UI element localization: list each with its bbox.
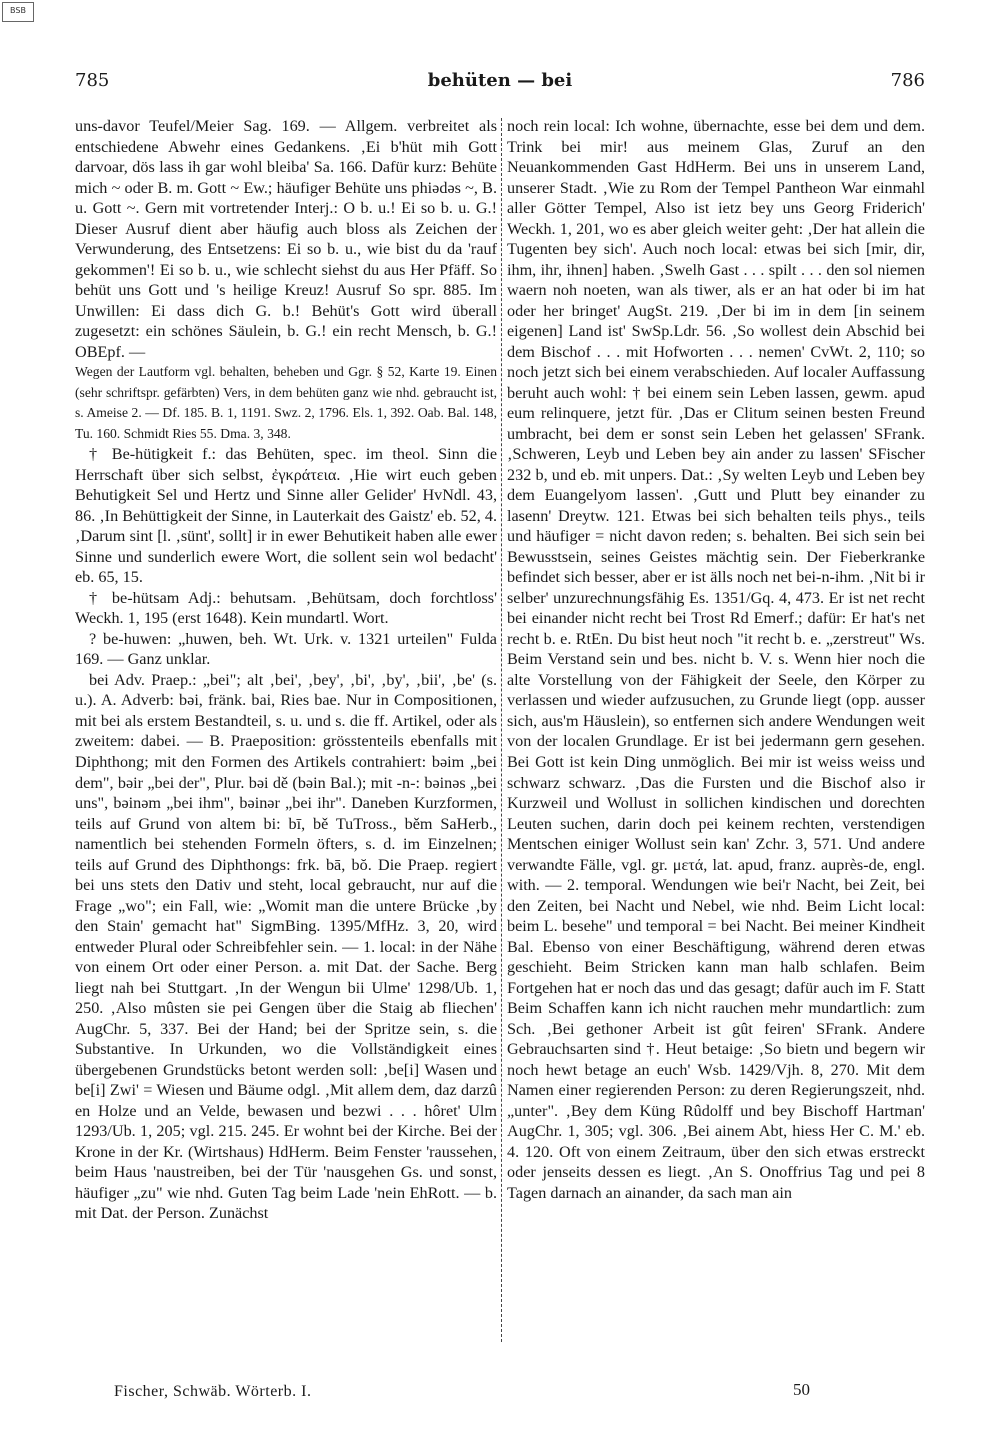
page-number-right: 786 <box>890 70 925 91</box>
library-stamp: BSB <box>2 2 34 22</box>
signature-mark: 50 <box>793 1380 810 1399</box>
entry-bei: bei Adv. Praep.: „bei"; alt ‚bei', ‚bey', ‚bi', ‚by', ‚bii', ‚be' (s. u.). A. Adverb: bəi, fränk. bai, Ries bae. Nur in Compositionen, mit bei als erstem Bestandteil, s. u. und s. die ff. Artikel, oder als zweitem: dabei. — B. Praeposition: grösstenteils ebenfalls mit Diphthong; mit den Formen des Artikels contrahiert: bəim „bei dem", bəir „bei der", Plur. bəi dě (bəin Bal.); mit -n-: bəinəs „bei uns", bəinəm „bei ihm", bəinər „bei ihr". Daneben Kurzformen, teils auf Grund von altem bi: bī, bě TuTross., běm SaHerb., namentlich bei stehenden Formeln öfters, s. d. im Einzelnen; teils auf Grund des Diphthongs: frk. bā, bŏ. Die Praep. regiert bei uns stets den Dativ und steht, local gebraucht, nur auf die Frage „wo"; ein Fall, wie: „Womit man die untere Brücke ‚by den Stain' gemacht hat" SigmBing. 1395/MfHz. 3, 20, wird entweder Plural oder Schreibfehler sein. — 1. local: in der Nähe von einem Ort oder einer Person. a. mit Dat. der Sache. Berg liegt nah bei Stuttgart. ‚In der Wengun bii Ulme' 1298/Ub. 1, 250. ‚Also mûsten sie pei Gengen über die Staig ab fliechen' AugChr. 5, 337. Bei der Hand; bei der Spritze sein, s. die Substantive. In Urkunden, wo die Vollständigkeit eines übergebenen Grundstücks betont werden soll: ‚be[i] Wasen und be[i] Zwi' = Wiesen und Bäume odgl. ‚Mit allem dem, daz darzû en Holze und an Velde, bewasen und bezwi . . . hôret' Ulm 1293/Ub. 1, 205; vgl. 215. 245. Er wohnt bei der Kirche. Bei der Krone in der Kr. (Wirtshaus) HdHerm. Beim Fenster 'raussehen, beim Haus 'naustreiben, bei der Tür 'nausgehen Gs. und sonst, häufiger „zu" wie nhd. Guten Tag beim Lade 'nein EhRott. — b. mit Dat. der Person. Zunächst <box>75 670 497 1223</box>
entry-behuetsam: † be-hütsam Adj.: behutsam. ‚Behütsam, doch forchtloss' Weckh. 1, 195 (erst 1648). Kein mundartl. Wort. <box>75 588 497 628</box>
page-number-left: 785 <box>75 70 110 91</box>
left-column <box>75 116 497 1348</box>
entry-bei-continued: noch rein local: Ich wohne, übernachte, esse bei dem und dem. Trink bei mir! aus meinem Glas, Zuruf an den Neuankommenden Gast HdHerm. Bei uns in unserem Land, unserer Stadt. ‚Wie zu Rom der Tempel Pantheon War einmahl aller Götter Tempel, Also ist ietz bey uns Georg Friderich' Weckh. 1, 201, wo es aber gleich weiter geht: ‚Der hat allein die Tugenten bey sich'. Auch noch local: etwas bei sich [mir, dir, ihm, ihr, ihnen] haben. ‚Swelh Gast . . . spilt . . . den sol niemen waern noh noeten, wan als tiwer, als er an hat oder bi im hat oder her bringet' AugSt. 219. ‚Der bi im in dem [in seinem eigenen] Land ist' SwSp.Ldr. 56. ‚So wollest dein Abschid bei dem Bischof . . . mit Hofworten . . . nemen' CvWt. 2, 110; so noch jetzt sich bei einem verabschieden. Auf localer Auffassung beruht auch wohl: † bei einem sein Leben lassen, gewm. apud eum relinquere, jetzt für. ‚Das er Clitum seinen besten Freund umbracht, bei dem er sonst sein Leben het gelassen' SFrank. ‚Schweren, Leyb und Leben bey ain ander zu lassen' SFischer 232 b, und eb. mit unpers. Dat.: ‚Sy welten Leyb und Leben bey dem Euangelyom lassen'. ‚Gutt und Plutt bey einander zu lasenn' Dreytw. 121. Etwas bei sich behalten teils phys., teils und häufiger = nicht davon reden; s. behalten. Bei sich sein bei Bewusstsein, seines Geistes mächtig sein. Der Fieberkranke befindet sich besser, aber er ist älls noch net bei-n-ihm. ‚Nit bi ir selber' unzurechnungsfähig Es. 1351/Gq. 4, 473. Er ist net recht bei einander nicht recht bei Trost Rd Emerf.; dafür: Er hat's net recht b. e. RtEn. Du bist heut noch "it recht b. e. „zerstreut" Ws. Beim Verstand sein und bes. nicht b. V. s. Wenn hier noch die alte Vorstellung von der Fähigkeit der Seele, den Körper zu verlassen und wieder aufzusuchen, zu Grunde liegt (opp. ausser sich, aus'm Häuslein), so entfernen sich andere Wendungen weit von der localen Grundlage. Er ist bei jedermann gern gesehen. Bei Gott ist kein Ding unmöglich. Bei mir ist weiss weiss und schwarz schwarz. ‚Das die Fursten und die Bischof also ir Kurzweil und Wollust in sollichen kindischen und dorechten Leuten suchen, darin doch pei keinem rechten, verstendigen Mentschen einiger Wollust sein kan' Zchr. 3, 571. Und andere verwandte Fälle, vgl. gr. μετά, lat. apud, franz. auprès-de, engl. with. — 2. temporal. Wendungen wie bei'r Nacht, bei Zeit, bei den Zeiten, bei Nacht und Nebel, wie nhd. Beim Licht local: beim L. besehe" und temporal = bei Nacht. Bei meiner Kindheit Bal. Ebenso von einer Beschäftigung, während deren etwas geschieht. Beim Stricken kann man halb schlafen. Beim Fortgehen hat er noch das und das gesagt; dafür auch im F. Statt Beim Schaffen kann ich nicht rauchen mehr mundartlich: zum Sch. ‚Bei gethoner Arbeit ist gût feiren' SFrank. Andere Gebrauchsarten sind †. Heut betaige: ‚So bietn und begern wir noch hewt betage an euch' Wsb. 1429/Vjh. 8, 270. Mit dem Namen einer regierenden Person: zu deren Regierungszeit, nhd. „unter". ‚Bey dem Küng Rûdolff und bey Bischoff Hartman' AugChr. 1, 305; vgl. 306. ‚Bei ainem Abt, hiess Her C. M.' eb. 4. 120. Oft von einem Zeitraum, über den sich etwas erstreckt oder jenseits dessen es liegt. ‚An S. Onoffrius Tag und pei 8 Tagen darnach an ainander, da sach man ain <box>507 117 925 1202</box>
footer-source: Fischer, Schwäb. Wörterb. I. <box>114 1383 312 1400</box>
page-title: behüten — bei <box>427 70 573 91</box>
entry-behuetigkeit: † Be-hütigkeit f.: das Behüten, spec. im theol. Sinn die Herrschaft über sich selbst, ἐγκράτεια. ‚Hie wirt euch geben Behutigkeit Sel und Hertz und Sinne aller Gelider' HvNdl. 43, 86. ‚In Behüttigkeit der Sinne, in Lauterkait des Gaistz' eb. 52, 4. ‚Darum sint [l. ‚sünt', sollt] ir in ewer Behutikeit haben alle ewer Sinne und sunderlich ewere Wort, die sollent sein wol bedacht' eb. 65, 15. <box>75 445 497 587</box>
column-divider <box>501 118 502 1342</box>
reference-note: Wegen der Lautform vgl. behalten, beheben und Ggr. § 52, Karte 19. Einen (sehr schriftspr. gefärbten) Vers, in dem behüten ganz wie nhd. gebraucht ist, s. Ameise 2. — Df. 185. B. 1, 1191. Swz. 2, 1796. Els. 1, 392. Oab. Bal. 148, Tu. 160. Schmidt Ries 55. Dma. 3, 348. <box>75 364 497 441</box>
right-column <box>507 116 925 1348</box>
entry-behuwen: ? be-huwen: „huwen, beh. Wt. Urk. v. 1321 urteilen" Fulda 169. — Ganz unklar. <box>75 629 497 669</box>
entry-paragraph: uns-davor Teufel/Meier Sag. 169. — Allgem. verbreitet als entschiedene Abwehr eines Gedankens. ‚Ei b'hüt mih Gott darvoar, dös lass ih gar wohl bleiba' Sa. 166. Dafür kurz: Behüte mich ~ oder B. m. Gott ~ Ew.; häufiger Behüte uns phiədəs ~, B. u. Gott ~. Gern mit vortretender Interj.: O b. u.! Ei so b. u. G.! Dieser Ausruf dient aber häufig auch bloss als Zeichen der Verwunderung, des Entsetzens: Ei so b. u., wie bist du da 'rauf gekommen'! Ei so b. u., wie schlecht siehst du aus Her Pfäff. So behüt uns Gott und 's heilige Kreuz! Ausruf So spr. 885. Im Unwillen: Ei dass dich G. b.! Behüt's Gott wird überall zugesetzt: ein schönes Säulein, b. G.! ein recht Mensch, b. G.! OBEpf. — <box>75 117 497 361</box>
running-header <box>75 66 925 96</box>
